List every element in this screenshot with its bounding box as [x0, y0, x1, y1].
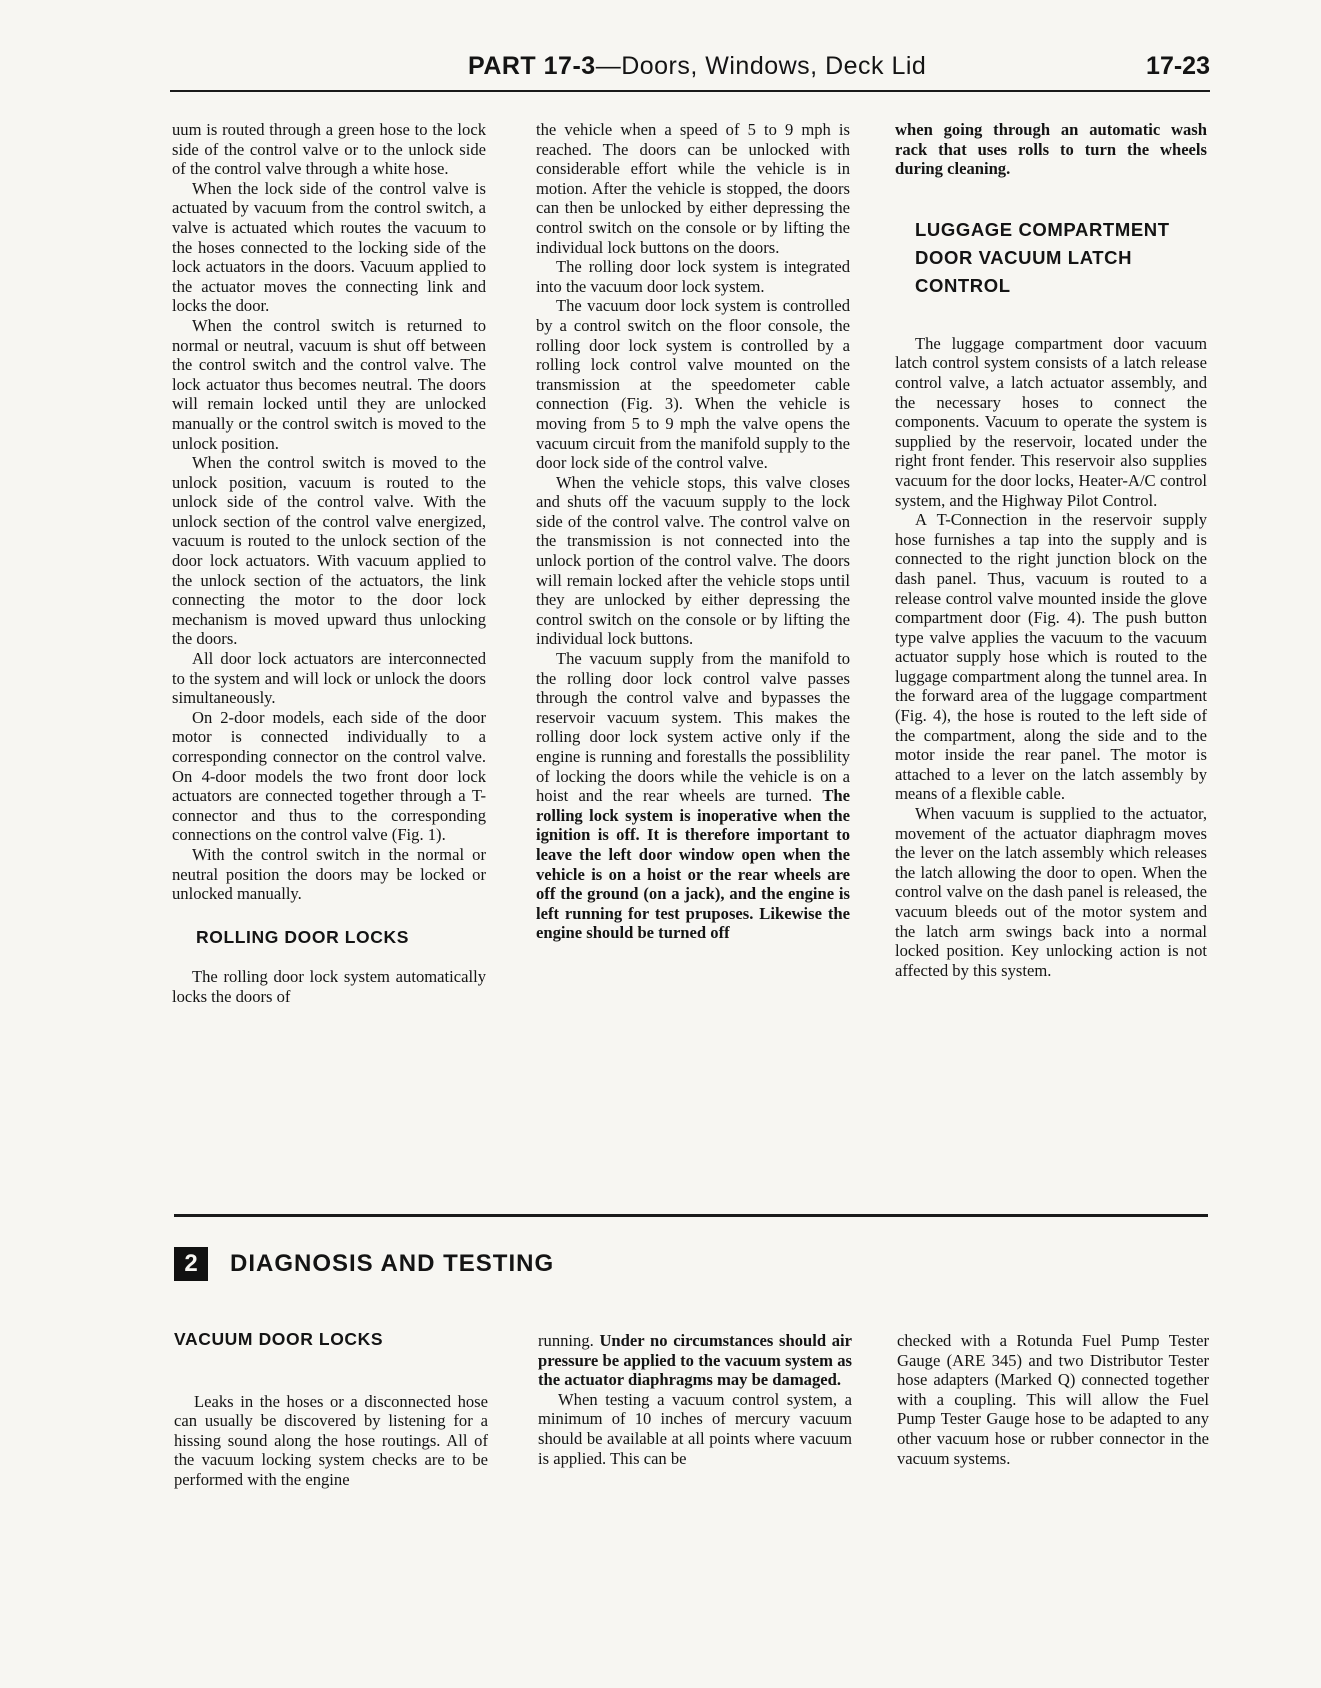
page-header — [170, 48, 1210, 92]
column-1 — [172, 120, 486, 1007]
paragraph: When the control switch is moved to the unlock position, vacuum is routed to the unlock side of the control valve. With the unlock section of the control valve energized, vacuum is routed to the unlock section of the door lock actuators. With vacuum applied to the unlock section of the actuators, the link connecting the motor to the door lock mechanism is moved upward thus unlocking the doors. — [172, 453, 486, 649]
paragraph: Leaks in the hoses or a disconnected hose can usually be discovered by listening for a hissing sound along the hose routings. All of the vacuum locking system checks are to be performed with the engine — [174, 1391, 488, 1489]
paragraph-text: running. — [538, 1331, 600, 1350]
paragraph: uum is routed through a green hose to the lock side of the control valve or to the unlock side of the control valve through a white hose. — [172, 120, 486, 179]
paragraph — [538, 1331, 852, 1390]
part-title — [468, 52, 926, 81]
warning-text: Under no circumstances should air pressure be applied to the vacuum system as the actuator diaphragms may be damaged. — [538, 1331, 853, 1390]
paragraph: All door lock actuators are interconnected to the system and will lock or unlock the doors simultaneously. — [172, 649, 486, 708]
paragraph: The vacuum door lock system is controlled by a control switch on the floor console, the rolling door lock system is controlled by a rolling lock control valve mounted on the transmission at the speedometer cable connection (Fig. 3). When the vehicle is moving from 5 to 9 mph the valve opens the vacuum circuit from the manifold supply to the door lock side of the control valve. — [536, 296, 850, 473]
section-title: DIAGNOSIS AND TESTING — [230, 1250, 555, 1277]
paragraph: when going through an automatic wash rack that uses rolls to turn the wheels during cleaning. — [895, 120, 1207, 179]
section-number-badge: 2 — [174, 1247, 208, 1281]
paragraph: checked with a Rotunda Fuel Pump Tester Gauge (ARE 345) and two Distributor Tester hose adapters (Marked Q) connected together with a coupling. This will allow the Fuel Pump Tester Gauge hose to be adapted to any other vacuum hose or rubber connector in the vacuum systems. — [897, 1331, 1209, 1468]
paragraph: When the lock side of the control valve is actuated by vacuum from the control switch, a valve is actuated which routes the vacuum to the hoses connected to the locking side of the lock actuators in the doors. Vacuum applied to the actuator moves the connecting link and locks the door. — [172, 178, 486, 316]
diagnosis-column-2 — [538, 1331, 852, 1468]
paragraph: When vacuum is supplied to the actuator, movement of the actuator diaphragm moves the lever on the latch assembly which releases the latch allowing the door to open. When the control valve on the dash panel is released, the vacuum bleeds out of the motor system and the latch arm swings back into a normal locked position. Key unlocking action is not affected by this system. — [895, 804, 1207, 980]
paragraph: the vehicle when a speed of 5 to 9 mph is reached. The doors can be unlocked with considerable effort while the vehicle is in motion. After the vehicle is stopped, the doors can then be unlocked by either depressing the control switch on the console or by lifting the individual lock buttons on the doors. — [536, 120, 850, 257]
warning-text: The rolling lock system is inoperative when the ignition is off. It is therefore important to leave the left door window open when the vehicle is on a hoist or the rear wheels are off the ground (on a jack), and the engine is left running for test pruposes. Likewise the engine should be turned off — [536, 786, 850, 943]
part-title-text: —Doors, Windows, Deck Lid — [595, 52, 927, 80]
paragraph: A T-Connection in the reservoir supply hose furnishes a tap into the supply and is connected to the right junction block on the dash panel. Thus, vacuum is routed to a release control valve mounted inside the glove compartment door (Fig. 4). The push button type valve applies the vacuum to the vacuum actuator supply hose which is routed to the luggage compartment along the tunnel area. In the forward area of the luggage compartment (Fig. 4), the hose is routed to the left side of the compartment, along the side and to the motor inside the rear panel. The motor is attached to a lever on the latch assembly by means of a flexible cable. — [895, 510, 1207, 804]
section-divider — [174, 1214, 1208, 1217]
section-heading — [174, 1247, 554, 1281]
paragraph — [536, 649, 850, 943]
paragraph: When the vehicle stops, this valve closes and shuts off the vacuum supply to the lock side of the control valve. The control valve on the transmission is not connected into the unlock portion of the control valve. The doors will remain locked after the vehicle stops until they are unlocked by either depressing the control switch on the console or by lifting the individual lock buttons. — [536, 472, 850, 649]
paragraph: The rolling door lock system automatically locks the doors of — [172, 967, 486, 1006]
paragraph: The rolling door lock system is integrated into the vacuum door lock system. — [536, 257, 850, 296]
page-number: 17-23 — [1146, 52, 1210, 80]
heading-rolling-door-locks: ROLLING DOOR LOCKS — [196, 926, 410, 947]
paragraph: When testing a vacuum control system, a minimum of 10 inches of mercury vacuum should be available at all points where vacuum is applied. This can be — [538, 1389, 852, 1468]
part-label: PART 17-3 — [468, 52, 596, 80]
paragraph: With the control switch in the normal or neutral position the doors may be locked or unlocked manually. — [172, 844, 486, 904]
column-2 — [536, 120, 850, 943]
paragraph: On 2-door models, each side of the door motor is connected individually to a corresponding connector on the control valve. On 4-door models the two front door lock actuators are connected together through a T-connector and thus to the corresponding connections on the control valve (Fig. 1). — [172, 707, 486, 845]
diagnosis-column-1 — [174, 1330, 488, 1490]
paragraph: When the control switch is returned to normal or neutral, vacuum is shut off between the control switch and the control valve. The lock actuator thus becomes neutral. The doors will remain locked until they are unlocked manually or the control switch is moved to the unlock position. — [172, 315, 486, 453]
diagnosis-column-3 — [897, 1331, 1209, 1468]
column-3 — [895, 120, 1207, 980]
heading-luggage-compartment: LUGGAGE COMPARTMENT DOOR VACUUM LATCH CONTROL — [915, 218, 1170, 296]
heading-vacuum-door-locks: VACUUM DOOR LOCKS — [174, 1329, 384, 1349]
paragraph: The luggage compartment door vacuum latch control system consists of a latch release control valve, a latch actuator assembly, and the necessary hoses to connect the components. Vacuum to operate the system is supplied by the reservoir, located under the right front fender. This reservoir also supplies vacuum for the door locks, Heater-A/C control system, and the Highway Pilot Control. — [895, 333, 1207, 510]
paragraph-text: The vacuum supply from the manifold to the rolling door lock control valve passes through the control valve and bypasses the reservoir vacuum system. This makes the rolling door lock system active only if the engine is running and forestalls the possiblility of locking the doors while the vehicle is on a hoist and the rear wheels are turned. — [536, 649, 850, 806]
